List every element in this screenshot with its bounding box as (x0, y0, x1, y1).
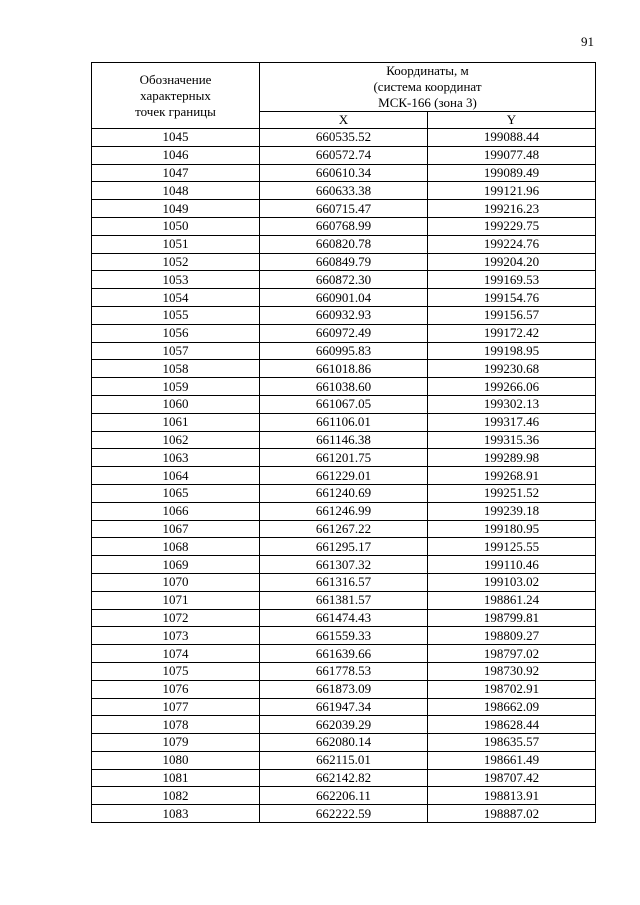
table-row (92, 573, 596, 591)
point-header-line: характерных (140, 87, 211, 103)
x-coordinate-cell: 660572.74 (260, 146, 428, 164)
coordinates-header-line: Координаты, м (386, 63, 469, 78)
point-cell: 1056 (92, 324, 260, 342)
point-cell: 1047 (92, 164, 260, 182)
point-cell: 1062 (92, 431, 260, 449)
y-coordinate-cell: 199229.75 (428, 217, 596, 235)
coordinates-table (91, 62, 596, 823)
x-coordinate-cell: 661018.86 (260, 360, 428, 378)
table-row (92, 591, 596, 609)
y-coordinate-cell: 198635.57 (428, 734, 596, 752)
table-row (92, 734, 596, 752)
x-coordinate-cell: 661381.57 (260, 591, 428, 609)
table-row (92, 289, 596, 307)
table-row (92, 751, 596, 769)
table-row (92, 556, 596, 574)
point-cell: 1080 (92, 751, 260, 769)
x-coordinate-cell: 662222.59 (260, 805, 428, 823)
point-cell: 1046 (92, 146, 260, 164)
coordinates-column-header (260, 63, 596, 112)
point-cell: 1049 (92, 200, 260, 218)
table-row (92, 217, 596, 235)
x-coordinate-cell: 660901.04 (260, 289, 428, 307)
x-coordinate-cell: 661559.33 (260, 627, 428, 645)
y-coordinate-cell: 198661.49 (428, 751, 596, 769)
point-cell: 1083 (92, 805, 260, 823)
table-row (92, 342, 596, 360)
point-cell: 1069 (92, 556, 260, 574)
point-cell: 1066 (92, 502, 260, 520)
x-column-header: X (260, 112, 428, 129)
x-coordinate-cell: 661067.05 (260, 395, 428, 413)
x-coordinate-cell: 661639.66 (260, 645, 428, 663)
x-coordinate-cell: 660715.47 (260, 200, 428, 218)
point-cell: 1058 (92, 360, 260, 378)
point-cell: 1076 (92, 680, 260, 698)
x-coordinate-cell: 661146.38 (260, 431, 428, 449)
point-cell: 1055 (92, 306, 260, 324)
y-coordinate-cell: 199251.52 (428, 484, 596, 502)
y-coordinate-cell: 198702.91 (428, 680, 596, 698)
point-cell: 1068 (92, 538, 260, 556)
point-header-line: точек границы (135, 103, 216, 119)
point-cell: 1059 (92, 378, 260, 396)
x-coordinate-cell: 661474.43 (260, 609, 428, 627)
point-cell: 1079 (92, 734, 260, 752)
y-coordinate-cell: 198797.02 (428, 645, 596, 663)
table-row (92, 484, 596, 502)
y-coordinate-cell: 199230.68 (428, 360, 596, 378)
table-row (92, 609, 596, 627)
y-coordinate-cell: 199317.46 (428, 413, 596, 431)
table-row (92, 645, 596, 663)
x-coordinate-cell: 662080.14 (260, 734, 428, 752)
table-row (92, 769, 596, 787)
y-coordinate-cell: 199103.02 (428, 573, 596, 591)
point-cell: 1071 (92, 591, 260, 609)
point-cell: 1075 (92, 662, 260, 680)
x-coordinate-cell: 661229.01 (260, 467, 428, 485)
y-coordinate-cell: 199125.55 (428, 538, 596, 556)
table-row (92, 431, 596, 449)
point-cell: 1072 (92, 609, 260, 627)
x-coordinate-cell: 661307.32 (260, 556, 428, 574)
coordinates-header-line: МСК-166 (зона 3) (378, 95, 477, 110)
point-column-header (92, 63, 260, 129)
x-coordinate-cell: 661038.60 (260, 378, 428, 396)
point-cell: 1082 (92, 787, 260, 805)
x-coordinate-cell: 662039.29 (260, 716, 428, 734)
table-header-row (92, 63, 596, 112)
table-row (92, 627, 596, 645)
x-coordinate-cell: 661873.09 (260, 680, 428, 698)
y-coordinate-cell: 198887.02 (428, 805, 596, 823)
table-row (92, 182, 596, 200)
y-coordinate-cell: 199289.98 (428, 449, 596, 467)
y-coordinate-cell: 198813.91 (428, 787, 596, 805)
x-coordinate-cell: 661246.99 (260, 502, 428, 520)
table-row (92, 324, 596, 342)
table-row (92, 449, 596, 467)
table-row (92, 360, 596, 378)
table-row (92, 271, 596, 289)
x-coordinate-cell: 662115.01 (260, 751, 428, 769)
y-coordinate-cell: 199268.91 (428, 467, 596, 485)
table-row (92, 235, 596, 253)
y-coordinate-cell: 199110.46 (428, 556, 596, 574)
table-row (92, 787, 596, 805)
coordinates-header-line: (система координат (373, 79, 482, 94)
point-cell: 1063 (92, 449, 260, 467)
x-coordinate-cell: 661240.69 (260, 484, 428, 502)
table-row (92, 698, 596, 716)
y-coordinate-cell: 199216.23 (428, 200, 596, 218)
point-cell: 1077 (92, 698, 260, 716)
x-coordinate-cell: 660610.34 (260, 164, 428, 182)
table-row (92, 395, 596, 413)
x-coordinate-cell: 660872.30 (260, 271, 428, 289)
x-coordinate-cell: 660972.49 (260, 324, 428, 342)
y-coordinate-cell: 199198.95 (428, 342, 596, 360)
point-cell: 1051 (92, 235, 260, 253)
table-row (92, 306, 596, 324)
point-cell: 1081 (92, 769, 260, 787)
y-coordinate-cell: 198628.44 (428, 716, 596, 734)
y-coordinate-cell: 198799.81 (428, 609, 596, 627)
x-coordinate-cell: 661106.01 (260, 413, 428, 431)
point-cell: 1061 (92, 413, 260, 431)
point-cell: 1070 (92, 573, 260, 591)
table-row (92, 164, 596, 182)
y-coordinate-cell: 199204.20 (428, 253, 596, 271)
x-coordinate-cell: 661947.34 (260, 698, 428, 716)
y-coordinate-cell: 198662.09 (428, 698, 596, 716)
y-coordinate-cell: 198730.92 (428, 662, 596, 680)
x-coordinate-cell: 662206.11 (260, 787, 428, 805)
point-cell: 1067 (92, 520, 260, 538)
y-column-header: Y (428, 112, 596, 129)
table-row (92, 146, 596, 164)
table-row (92, 413, 596, 431)
point-cell: 1045 (92, 129, 260, 147)
y-coordinate-cell: 198707.42 (428, 769, 596, 787)
point-cell: 1057 (92, 342, 260, 360)
x-coordinate-cell: 662142.82 (260, 769, 428, 787)
y-coordinate-cell: 199239.18 (428, 502, 596, 520)
table-row (92, 378, 596, 396)
x-coordinate-cell: 660820.78 (260, 235, 428, 253)
table-row (92, 467, 596, 485)
x-coordinate-cell: 660995.83 (260, 342, 428, 360)
x-coordinate-cell: 661267.22 (260, 520, 428, 538)
table-row (92, 662, 596, 680)
point-header-line: Обозначение (139, 71, 212, 87)
point-cell: 1065 (92, 484, 260, 502)
y-coordinate-cell: 199266.06 (428, 378, 596, 396)
point-cell: 1064 (92, 467, 260, 485)
y-coordinate-cell: 199169.53 (428, 271, 596, 289)
table-body (92, 129, 596, 823)
table-row (92, 200, 596, 218)
table-row (92, 129, 596, 147)
y-coordinate-cell: 199154.76 (428, 289, 596, 307)
point-cell: 1050 (92, 217, 260, 235)
x-coordinate-cell: 660535.52 (260, 129, 428, 147)
point-cell: 1053 (92, 271, 260, 289)
y-coordinate-cell: 199121.96 (428, 182, 596, 200)
x-coordinate-cell: 661201.75 (260, 449, 428, 467)
y-coordinate-cell: 199224.76 (428, 235, 596, 253)
table-row (92, 520, 596, 538)
y-coordinate-cell: 199077.48 (428, 146, 596, 164)
y-coordinate-cell: 199302.13 (428, 395, 596, 413)
table-row (92, 680, 596, 698)
point-cell: 1048 (92, 182, 260, 200)
point-cell: 1052 (92, 253, 260, 271)
x-coordinate-cell: 660768.99 (260, 217, 428, 235)
x-coordinate-cell: 661778.53 (260, 662, 428, 680)
point-cell: 1078 (92, 716, 260, 734)
y-coordinate-cell: 199172.42 (428, 324, 596, 342)
y-coordinate-cell: 199315.36 (428, 431, 596, 449)
table-row (92, 805, 596, 823)
page-number: 91 (581, 34, 594, 49)
y-coordinate-cell: 199180.95 (428, 520, 596, 538)
table-row (92, 538, 596, 556)
y-coordinate-cell: 198809.27 (428, 627, 596, 645)
table-row (92, 716, 596, 734)
x-coordinate-cell: 660932.93 (260, 306, 428, 324)
x-coordinate-cell: 660849.79 (260, 253, 428, 271)
x-coordinate-cell: 660633.38 (260, 182, 428, 200)
x-coordinate-cell: 661316.57 (260, 573, 428, 591)
table-row (92, 253, 596, 271)
point-cell: 1073 (92, 627, 260, 645)
point-cell: 1054 (92, 289, 260, 307)
y-coordinate-cell: 198861.24 (428, 591, 596, 609)
y-coordinate-cell: 199089.49 (428, 164, 596, 182)
table-row (92, 502, 596, 520)
y-coordinate-cell: 199088.44 (428, 129, 596, 147)
point-cell: 1060 (92, 395, 260, 413)
point-cell: 1074 (92, 645, 260, 663)
y-coordinate-cell: 199156.57 (428, 306, 596, 324)
x-coordinate-cell: 661295.17 (260, 538, 428, 556)
